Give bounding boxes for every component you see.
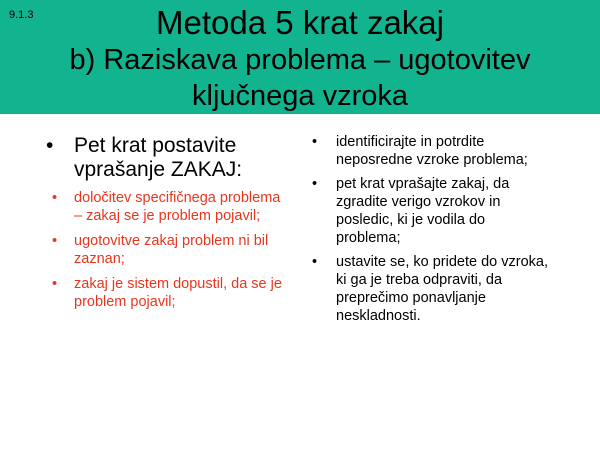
slide-subtitle-line-1: b) Raziskava problema – ugotovitev: [69, 44, 531, 76]
slide-number: 9.1.3: [9, 9, 34, 21]
sub-item-text: zakaj je sistem dopustil, da se je problem pojavil;: [74, 276, 282, 310]
main-bullet-text: Pet krat postavite vprašanje ZAKAJ:: [74, 134, 243, 181]
sub-item-text: določitev specifičnega problema – zakaj se je problem pojavil;: [74, 190, 281, 224]
right-list-item: [310, 133, 550, 169]
bullet-dash: •: [312, 134, 318, 150]
sub-item: [40, 189, 285, 225]
right-list-item-text: pet krat vprašajte zakaj, da zgradite verigo vzrokov in posledic, ki je vodila do problema;: [336, 176, 510, 246]
sub-list: [40, 189, 285, 311]
right-list-item-text: ustavite se, ko pridete do vzroka, ki ga je treba odpraviti, da preprečimo ponavljanje neskladnosti.: [336, 254, 548, 324]
right-list-item-text: identificirajte in potrdite neposredne vzroke problema;: [336, 134, 528, 168]
slide-subtitle-line-2: ključnega vzroka: [192, 80, 408, 112]
main-bullet: [40, 134, 285, 182]
sub-item: [40, 275, 285, 311]
slide-title: Metoda 5 krat zakaj: [156, 4, 444, 41]
sub-item: [40, 232, 285, 268]
bullet-dash: •: [312, 254, 318, 270]
right-list-item: [310, 253, 550, 325]
right-column: [310, 133, 550, 331]
right-list-item: [310, 175, 550, 247]
bullet-dash: •: [52, 276, 58, 292]
left-column: [40, 134, 285, 318]
bullet-dash: •: [52, 233, 58, 249]
bullet-dash: •: [52, 190, 58, 206]
sub-item-text: ugotovitve zakaj problem ni bil zaznan;: [74, 233, 269, 267]
bullet-dot: •: [46, 134, 54, 157]
bullet-dash: •: [312, 176, 318, 192]
